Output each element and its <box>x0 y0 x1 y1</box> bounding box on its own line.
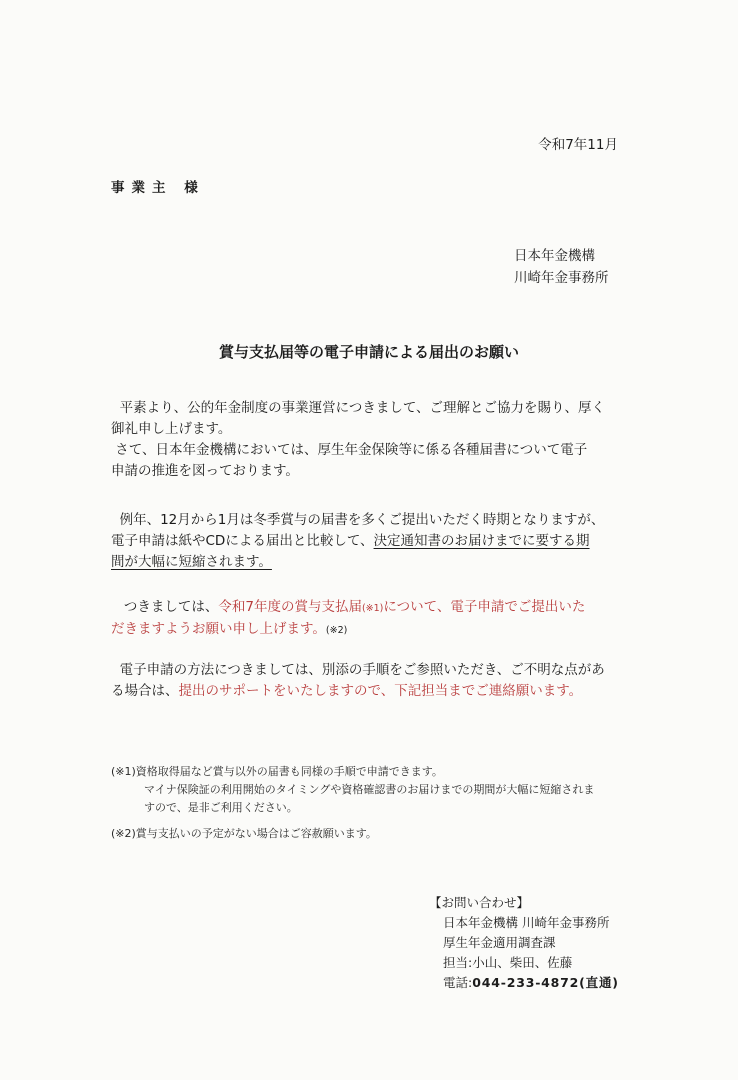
p4-line2-red: だきますようお願い申し上げます。 <box>111 621 326 637</box>
p4-line1-red2: について、電子申請でご提出いた <box>383 599 586 615</box>
timing-paragraph <box>111 510 631 573</box>
p2-line1: さて、日本年金機構においては、厚生年金保険等に係る各種届書について電子 <box>115 442 588 458</box>
p1-line2: 御礼申し上げます。 <box>111 421 232 437</box>
p3-line2-plain: 電子申請は紙やCDによる届出と比較して、 <box>111 533 374 549</box>
p3-line3-underlined: 間が大幅に短縮されます。 <box>111 554 272 570</box>
note-2-line1: (※2)賞与支払いの予定がない場合はご容赦願います。 <box>111 827 377 840</box>
sender-org: 日本年金機構 <box>514 248 595 264</box>
footnotes <box>111 763 631 843</box>
contact-section: 厚生年金適用調査課 <box>443 935 556 950</box>
sender-office: 川崎年金事務所 <box>514 270 609 286</box>
contact-phone <box>443 973 619 993</box>
contact-block <box>429 893 619 993</box>
request-paragraph <box>111 597 631 641</box>
sender-block <box>514 245 609 289</box>
contact-heading: 【お問い合わせ】 <box>429 895 530 910</box>
p4-line1-red1: 令和7年度の賞与支払届 <box>218 599 362 615</box>
p5-line2-plain: る場合は、 <box>111 683 179 699</box>
p1-line1: 平素より、公的年金制度の事業運営につきまして、ご理解とご協力を賜り、厚く <box>119 400 606 416</box>
note-1-line3: すので、是非ご利用ください。 <box>144 801 298 814</box>
support-paragraph <box>111 660 631 702</box>
contact-staff: 担当:小山、柴田、佐藤 <box>443 955 573 970</box>
note-1-line1: (※1)資格取得届など賞与以外の届書も同様の手順で申請できます。 <box>111 765 443 778</box>
phone-label: 電話: <box>443 975 473 990</box>
note-1-line2: マイナ保険証の利用開始のタイミングや資格確認書のお届けまでの期間が大幅に短縮されま <box>144 783 595 796</box>
p4-line1-plain: つきましては、 <box>123 599 219 615</box>
letter-title: 賞与支払届等の電子申請による届出のお願い <box>218 343 519 361</box>
addressee: 事業主 様 <box>111 180 205 196</box>
p3-line2-underlined: 決定通知書のお届けまでに要する期 <box>373 533 590 549</box>
p5-line2-red: 提出のサポートをいたしますので、下記担当までご連絡願います。 <box>178 683 583 699</box>
contact-org: 日本年金機構 川崎年金事務所 <box>443 915 610 930</box>
note-ref-1: (※1) <box>361 603 384 614</box>
phone-number: 044-233-4872(直通) <box>472 975 619 990</box>
p3-line1: 例年、12月から1月は冬季賞与の届書を多くご提出いただく時期となりますが、 <box>119 512 605 528</box>
p5-line1: 電子申請の方法につきましては、別添の手順をご参照いただき、ご不明な点があ <box>119 662 605 678</box>
note-ref-2: (※2) <box>325 625 348 636</box>
intro-paragraph <box>111 398 631 482</box>
issue-date: 令和7年11月 <box>538 137 618 153</box>
p2-line2: 申請の推進を図っております。 <box>111 463 299 479</box>
